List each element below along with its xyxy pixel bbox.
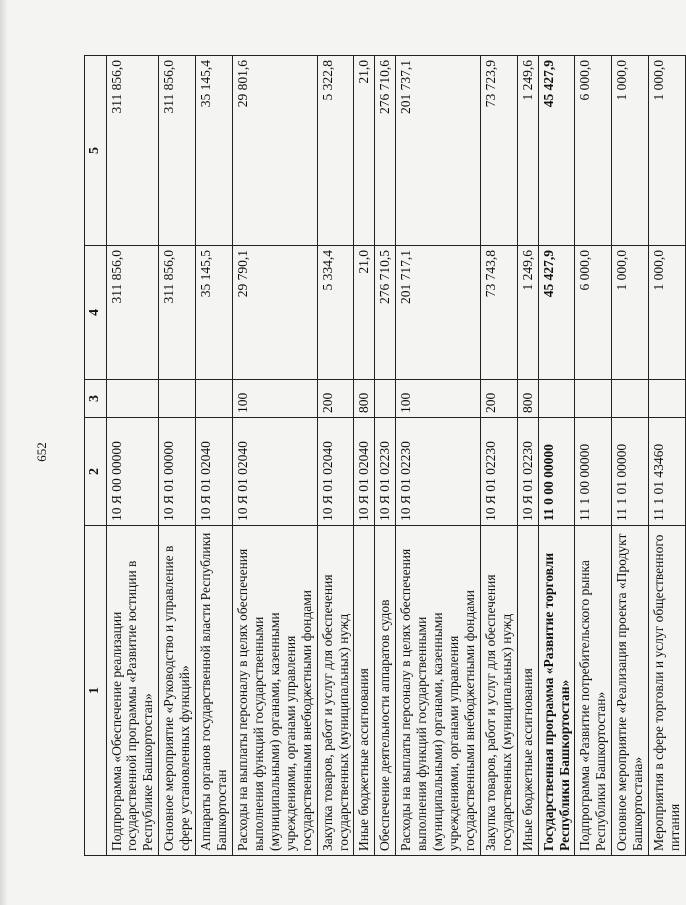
header-col-2: 2	[85, 418, 107, 526]
row-value-col4-cell: 276 710,5	[375, 246, 396, 380]
row-value-col4-cell: 21,0	[354, 246, 375, 380]
row-value-col5-cell: 276 710,6	[375, 56, 396, 246]
row-code-cell: 10 Я 01 02040	[317, 418, 354, 526]
row-code-cell: 10 Я 01 02230	[396, 418, 481, 526]
header-col-4: 4	[85, 246, 107, 380]
table-row	[317, 56, 354, 856]
row-value-col4-cell: 1 000,0	[612, 246, 649, 380]
row-name-cell: Расходы на выплаты персоналу в целях обеспечения выполнения функций государственными (муниципальными) органами, казенными учреждениями, органами управления государственными внебюджетными фондами	[232, 526, 317, 856]
table-row	[159, 56, 196, 856]
header-col-5: 5	[85, 56, 107, 246]
row-code-cell: 11 1 01 00000	[612, 418, 649, 526]
page-number: 652	[34, 442, 49, 462]
header-row	[85, 56, 107, 856]
row-code-cell: 10 Я 01 02040	[232, 418, 317, 526]
table-row	[354, 56, 375, 856]
row-value-col4-cell: 1 249,6	[517, 246, 538, 380]
row-value-col4-cell: 29 790,1	[232, 246, 317, 380]
row-type-cell: 800	[354, 380, 375, 418]
row-value-col5-cell: 45 427,9	[538, 56, 575, 246]
row-value-col5-cell: 29 801,6	[232, 56, 317, 246]
budget-table	[84, 55, 686, 856]
table-row	[575, 56, 612, 856]
row-name-cell: Государственная программа «Развитие торговли Республики Башкортостан»	[538, 526, 575, 856]
row-type-cell: 800	[517, 380, 538, 418]
row-type-cell: 200	[480, 380, 517, 418]
row-code-cell: 11 1 00 00000	[575, 418, 612, 526]
header-col-3: 3	[85, 380, 107, 418]
row-code-cell: 10 Я 01 02040	[196, 418, 233, 526]
row-name-cell: Закупка товаров, работ и услуг для обеспечения государственных (муниципальных) нужд	[317, 526, 354, 856]
row-type-cell	[196, 380, 233, 418]
row-name-cell: Обеспечение деятельности аппаратов судов	[375, 526, 396, 856]
row-code-cell: 11 0 00 00000	[538, 418, 575, 526]
row-code-cell: 10 Я 01 00000	[159, 418, 196, 526]
row-value-col5-cell: 311 856,0	[106, 56, 159, 246]
row-type-cell	[575, 380, 612, 418]
row-name-cell: Расходы на выплаты персоналу в целях обеспечения выполнения функций государственными (муниципальными) органами, казенными учреждениями, органами управления государственными внебюджетными фондами	[396, 526, 481, 856]
row-value-col5-cell: 21,0	[354, 56, 375, 246]
budget-table-wrapper	[84, 56, 683, 856]
row-value-col4-cell: 35 145,5	[196, 246, 233, 380]
row-value-col5-cell: 1 000,0	[649, 56, 686, 246]
table-row	[538, 56, 575, 856]
table-row	[196, 56, 233, 856]
row-name-cell: Основное мероприятие «Реализация проекта «Продукт Башкортостана»	[612, 526, 649, 856]
row-name-cell: Аппараты органов государственной власти Республики Башкортостан	[196, 526, 233, 856]
row-value-col5-cell: 5 322,8	[317, 56, 354, 246]
row-value-col5-cell: 35 145,4	[196, 56, 233, 246]
row-value-col5-cell: 311 856,0	[159, 56, 196, 246]
row-value-col5-cell: 1 000,0	[612, 56, 649, 246]
row-value-col4-cell: 5 334,4	[317, 246, 354, 380]
table-row	[517, 56, 538, 856]
row-type-cell	[538, 380, 575, 418]
table-body	[106, 56, 686, 856]
row-value-col4-cell: 201 717,1	[396, 246, 481, 380]
table-row	[106, 56, 159, 856]
row-name-cell: Иные бюджетные ассигнования	[354, 526, 375, 856]
row-value-col4-cell: 311 856,0	[106, 246, 159, 380]
row-type-cell	[375, 380, 396, 418]
row-code-cell: 10 Я 00 00000	[106, 418, 159, 526]
header-col-1: 1	[85, 526, 107, 856]
row-code-cell: 10 Я 01 02230	[480, 418, 517, 526]
row-code-cell: 11 1 01 43460	[649, 418, 686, 526]
table-row	[396, 56, 481, 856]
row-code-cell: 10 Я 01 02040	[354, 418, 375, 526]
row-name-cell: Подпрограмма «Развитие потребительского рынка Республики Башкортостан»	[575, 526, 612, 856]
row-type-cell: 100	[232, 380, 317, 418]
table-row	[375, 56, 396, 856]
table-row	[480, 56, 517, 856]
row-type-cell	[159, 380, 196, 418]
row-value-col4-cell: 45 427,9	[538, 246, 575, 380]
row-name-cell: Подпрограмма «Обеспечение реализации государственной программы «Развитие юстиции в Республике Башкортостан»	[106, 526, 159, 856]
row-name-cell: Основное мероприятие «Руководство и управление в сфере установленных функций»	[159, 526, 196, 856]
rotated-table-container	[84, 56, 683, 856]
row-name-cell: Иные бюджетные ассигнования	[517, 526, 538, 856]
row-type-cell	[612, 380, 649, 418]
row-name-cell: Закупка товаров, работ и услуг для обеспечения государственных (муниципальных) нужд	[480, 526, 517, 856]
row-code-cell: 10 Я 01 02230	[375, 418, 396, 526]
row-value-col4-cell: 6 000,0	[575, 246, 612, 380]
row-type-cell: 100	[396, 380, 481, 418]
scan-edge-shadow	[0, 0, 8, 905]
row-value-col4-cell: 311 856,0	[159, 246, 196, 380]
table-row	[612, 56, 649, 856]
row-type-cell	[106, 380, 159, 418]
row-value-col5-cell: 1 249,6	[517, 56, 538, 246]
table-row	[232, 56, 317, 856]
table-row	[649, 56, 686, 856]
row-value-col5-cell: 73 723,9	[480, 56, 517, 246]
row-type-cell	[649, 380, 686, 418]
row-type-cell: 200	[317, 380, 354, 418]
row-value-col5-cell: 6 000,0	[575, 56, 612, 246]
row-name-cell: Мероприятия в сфере торговли и услуг общественного питания	[649, 526, 686, 856]
row-value-col5-cell: 201 737,1	[396, 56, 481, 246]
row-code-cell: 10 Я 01 02230	[517, 418, 538, 526]
row-value-col4-cell: 1 000,0	[649, 246, 686, 380]
row-value-col4-cell: 73 743,8	[480, 246, 517, 380]
